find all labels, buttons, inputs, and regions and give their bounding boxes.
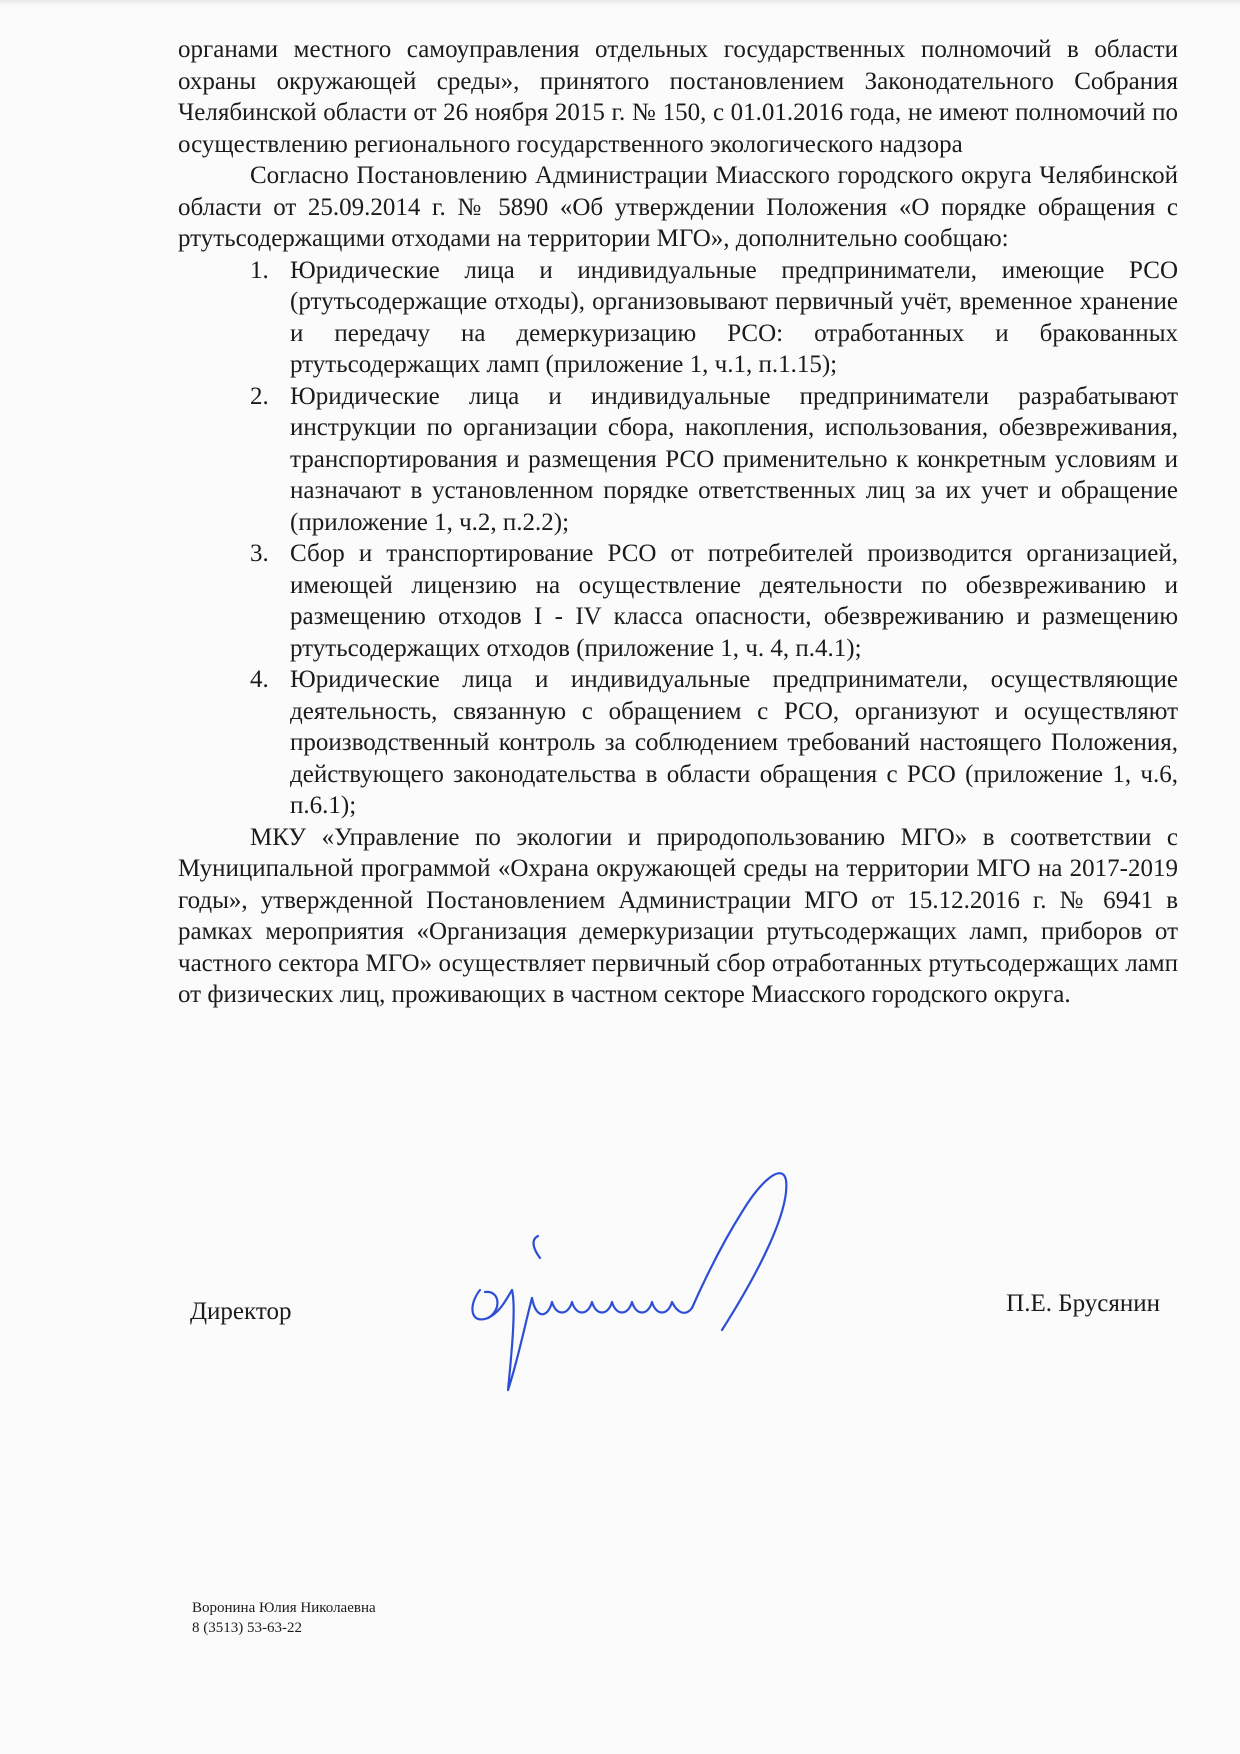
list-item-number: 3. [250,540,269,567]
list-item-text: Юридические лица и индивидуальные предприниматели, осуществляющие деятельность, связанную с обращением с РСО, организуют и осуществляют производственный контроль за соблюдением требований настоящего Положения, действующего законодательства в области обращения с РСО (приложение 1, ч.6, п.6.1); [290,666,1178,819]
list-item [178,538,1178,664]
closing-paragraph: МКУ «Управление по экологии и природопользованию МГО» в соответствии с Муниципальной программой «Охрана окружающей среды на территории МГО на 2017-2019 годы», утвержденной Постановлением Администрации МГО от 15.12.2016 г. № 6941 в рамках мероприятия «Организация демеркуризации ртутьсодержащих ламп, приборов от частного сектора МГО» осуществляет первичный сбор отработанных ртутьсодержащих ламп от физических лиц, проживающих в частном секторе Миасского городского округа. [178,823,1178,1008]
list-item [178,664,1178,822]
executor-phone: 8 (3513) 53-63-22 [192,1620,302,1636]
list-item-text: Сбор и транспортирование РСО от потребителей производится организацией, имеющей лицензию на осуществление деятельности по обезвреживанию и размещению отходов I - IV класса опасности, обезвреживанию и размещению ртутьсодержащих отходов (приложение 1, ч. 4, п.4.1); [290,540,1178,662]
list-item-number: 1. [250,256,269,284]
intro-paragraph: органами местного самоуправления отдельных государственных полномочий в области охраны окружающей среды», принятого постановлением Законодательного Собрания Челябинской области от 26 ноября 2015 г. № 150, с 01.01.2016 года, не имеют полномочий по осуществлению регионального государственного экологического надзора [178,36,1178,158]
scan-edge-shadow [0,0,1240,6]
executor-contact [192,1598,376,1638]
regulation-paragraph: Согласно Постановлению Администрации Миасского городского округа Челябинской области от 25.09.2014 г. № 5890 «Об утверждении Положения «О порядке обращения с ртутьсодержащими отходами на территории МГО», дополнительно сообщаю: [178,162,1178,252]
list-item [178,381,1178,539]
handwritten-signature [460,1140,820,1420]
requirements-list [178,255,1178,822]
list-item-number: 2. [250,382,269,410]
executor-name: Воронина Юлия Николаевна [192,1600,376,1616]
list-item-number: 4. [250,666,269,693]
letter-body [178,34,1178,1011]
signer-name: П.Е. Брусянин [1006,1290,1160,1317]
list-item-text: Юридические лица и индивидуальные предприниматели разрабатывают инструкции по организации сбора, накопления, использования, обезвреживания, транспортирования и размещения РСО применительно к конкретным условиям и назначают в установленном порядке ответственных лиц за их учет и обращение (приложение 1, ч.2, п.2.2); [290,382,1178,536]
list-item-text: Юридические лица и индивидуальные предприниматели, имеющие РСО (ртутьсодержащие отходы), организовывают первичный учёт, временное хранение и передачу на демеркуризацию РСО: отработанных и бракованных ртутьсодержащих ламп (приложение 1, ч.1, п.1.15); [290,256,1178,378]
list-item [178,255,1178,381]
signer-position: Директор [190,1298,292,1325]
signature-block [190,1290,1160,1330]
